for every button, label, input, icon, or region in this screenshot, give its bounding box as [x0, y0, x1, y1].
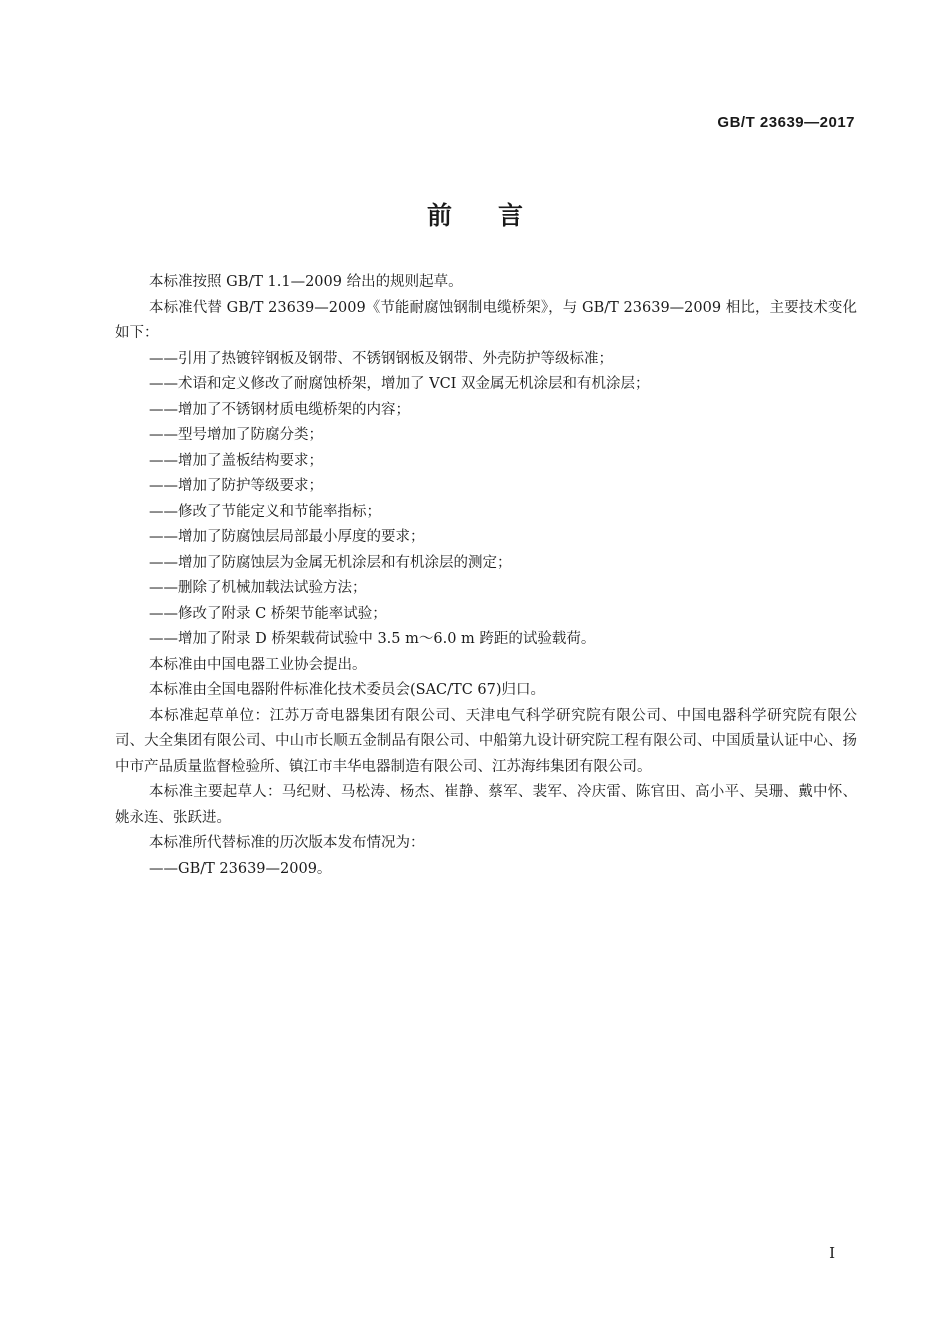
list-item: ——增加了防护等级要求； — [149, 478, 323, 494]
list-item: ——删除了机械加载法试验方法； — [149, 580, 367, 596]
list-item: ——增加了防腐蚀层为金属无机涂层和有机涂层的测定； — [149, 554, 512, 571]
list-item: ——修改了节能定义和节能率指标； — [149, 503, 381, 520]
list-item: ——增加了盖板结构要求； — [149, 452, 323, 469]
page-number: I — [829, 1244, 835, 1262]
replacement-paragraph: 本标准代替 GB/T 23639—2009《节能耐腐蚀钢制电缆桥架》，与 GB/T 23639—2009 相比，主要技术变化如下： — [115, 299, 857, 341]
standard-code: GB/T 23639—2017 — [717, 114, 855, 131]
drafters-paragraph: 本标准主要起草人：马纪财、马松涛、杨杰、崔静、蔡军、裴军、冷庆雷、陈官田、高小平、吴珊、戴中怀、姚永连、张跃进。 — [115, 784, 857, 826]
list-item: ——引用了热镀锌钢板及钢带、不锈钢钢板及钢带、外壳防护等级标准； — [149, 350, 613, 367]
drafting-rules-paragraph: 本标准按照 GB/T 1.1—2009 给出的规则起草。 — [149, 274, 463, 290]
list-item: ——增加了不锈钢材质电缆桥架的内容； — [149, 401, 410, 418]
drafting-units-paragraph: 本标准起草单位：江苏万奇电器集团有限公司、天津电气科学研究院有限公司、中国电器科学研究院有限公司、大全集团有限公司、中山市长顺五金制品有限公司、中船第九设计研究院工程有限公司、中国质量认证中心、扬中市产品质量监督检验所、镇江市丰华电器制造有限公司、江苏海纬集团有限公司。 — [115, 707, 857, 775]
list-item: ——修改了附录 C 桥架节能率试验； — [149, 605, 387, 622]
list-item: ——增加了附录 D 桥架载荷试验中 3.5 m～6.0 m 跨距的试验载荷。 — [149, 631, 596, 647]
changes-list — [115, 347, 857, 653]
document-body — [115, 270, 857, 882]
list-item: ——型号增加了防腐分类； — [149, 427, 323, 443]
proposer-paragraph: 本标准由中国电器工业协会提出。 — [149, 656, 367, 673]
list-item: ——术语和定义修改了耐腐蚀桥架，增加了 VCI 双金属无机涂层和有机涂层； — [149, 376, 650, 392]
page-title: 前言 — [426, 201, 569, 230]
list-item: ——增加了防腐蚀层局部最小厚度的要求； — [149, 529, 425, 545]
list-item: ——GB/T 23639—2009。 — [149, 860, 332, 877]
administrator-paragraph: 本标准由全国电器附件标准化技术委员会(SAC/TC 67)归口。 — [149, 682, 546, 698]
history-paragraph: 本标准所代替标准的历次版本发布情况为： — [149, 835, 425, 851]
